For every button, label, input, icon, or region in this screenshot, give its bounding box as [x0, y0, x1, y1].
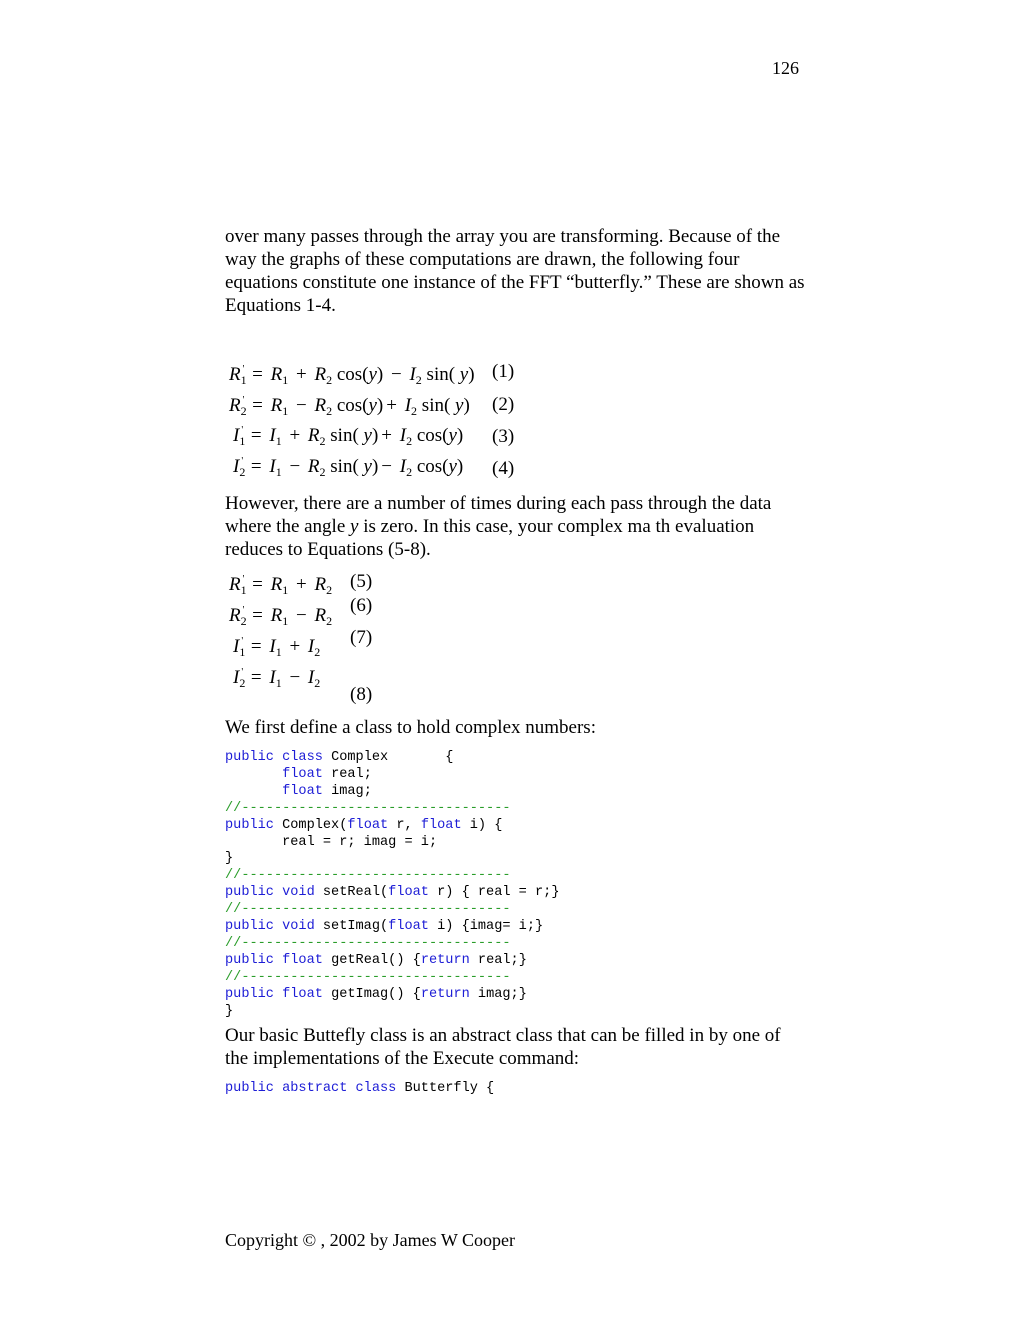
- paragraph-angle-zero-part-b: is zero. In this case, your complex ma th evaluation reduces to Equations (5-8).: [225, 516, 755, 560]
- equation-number-4: (4): [492, 458, 515, 479]
- footer-copyright: Copyright © , 2002 by James W Cooper: [225, 1230, 515, 1250]
- code-comment: //---------------------------------: [225, 902, 511, 918]
- equation-number-6: (6): [350, 595, 373, 616]
- equation-number-7: (7): [350, 627, 373, 648]
- code-listing-complex: [225, 750, 559, 1021]
- equation-2: $R_2' = R_1 - R_2$ $\cos(y) + I_2$ sin( y): [229, 395, 470, 418]
- equation-number-3: (3): [492, 426, 515, 447]
- code-comment: //---------------------------------: [225, 935, 511, 951]
- code-line: }: [225, 1003, 234, 1019]
- code-line: float real;: [282, 766, 372, 782]
- code-line: public float getReal() {return real;}: [225, 952, 527, 968]
- paragraph-butterfly-class: Our basic Buttefly class is an abstract class that can be filled in by one of the implementations of the Execute command:: [225, 1025, 781, 1069]
- code-line: public class Complex {: [225, 750, 454, 765]
- equation-8: $I_2' = I_1 - I_2$: [233, 667, 321, 690]
- variable-y: y: [350, 516, 359, 537]
- code-comment: //---------------------------------: [225, 868, 511, 884]
- code-line: float imag;: [282, 783, 372, 799]
- page-number: 126: [772, 58, 799, 78]
- equation-4: $I_2' = I_1 - R_2$ sin( $y) - I_2$ cos(y): [233, 456, 464, 479]
- paragraph-angle-zero: [225, 492, 805, 561]
- equation-number-8: (8): [350, 684, 373, 705]
- code-comment: //---------------------------------: [225, 969, 511, 985]
- code-listing-butterfly: [225, 1081, 494, 1098]
- paragraph-angle-zero-part-a: However, there are a number of times during each pass through the data where the angle: [225, 493, 772, 537]
- equation-number-1: (1): [492, 361, 515, 382]
- paragraph-complex-class: We first define a class to hold complex numbers:: [225, 717, 596, 738]
- equation-1: $R_1' = R_1 + R_2$ $\cos(y) - I_2$ sin( y): [229, 364, 475, 387]
- code-line: public Complex(float r, float i) {: [225, 817, 503, 833]
- equation-7: $I_1' = I_1 + I_2$: [233, 636, 321, 659]
- equation-number-5: (5): [350, 571, 373, 592]
- equation-6: $R_2' = R_1 - R_2$: [229, 605, 333, 628]
- equation-number-2: (2): [492, 394, 515, 415]
- code-comment: //---------------------------------: [225, 800, 511, 816]
- paragraph-intro: over many passes through the array you are transforming. Because of the way the graphs of these computations are drawn, the following four equations constitute one instance of the FFT “butterfly.” These are shown as Equations 1-4.: [225, 226, 805, 316]
- equation-3: $I_1' = I_1 + R_2$ sin( $y) + I_2$ cos(y): [233, 425, 464, 448]
- code-line: }: [225, 851, 234, 867]
- code-line: public abstract class Butterfly {: [225, 1081, 495, 1096]
- equation-5: $R_1' = R_1 + R_2$: [229, 574, 333, 597]
- code-line: public void setImag(float i) {imag= i;}: [225, 919, 544, 935]
- code-line: public float getImag() {return imag;}: [225, 986, 527, 1002]
- code-line: real = r; imag = i;: [225, 834, 438, 850]
- code-text: Complex {: [331, 750, 454, 765]
- code-line: public void setReal(float r) { real = r;}: [225, 885, 560, 901]
